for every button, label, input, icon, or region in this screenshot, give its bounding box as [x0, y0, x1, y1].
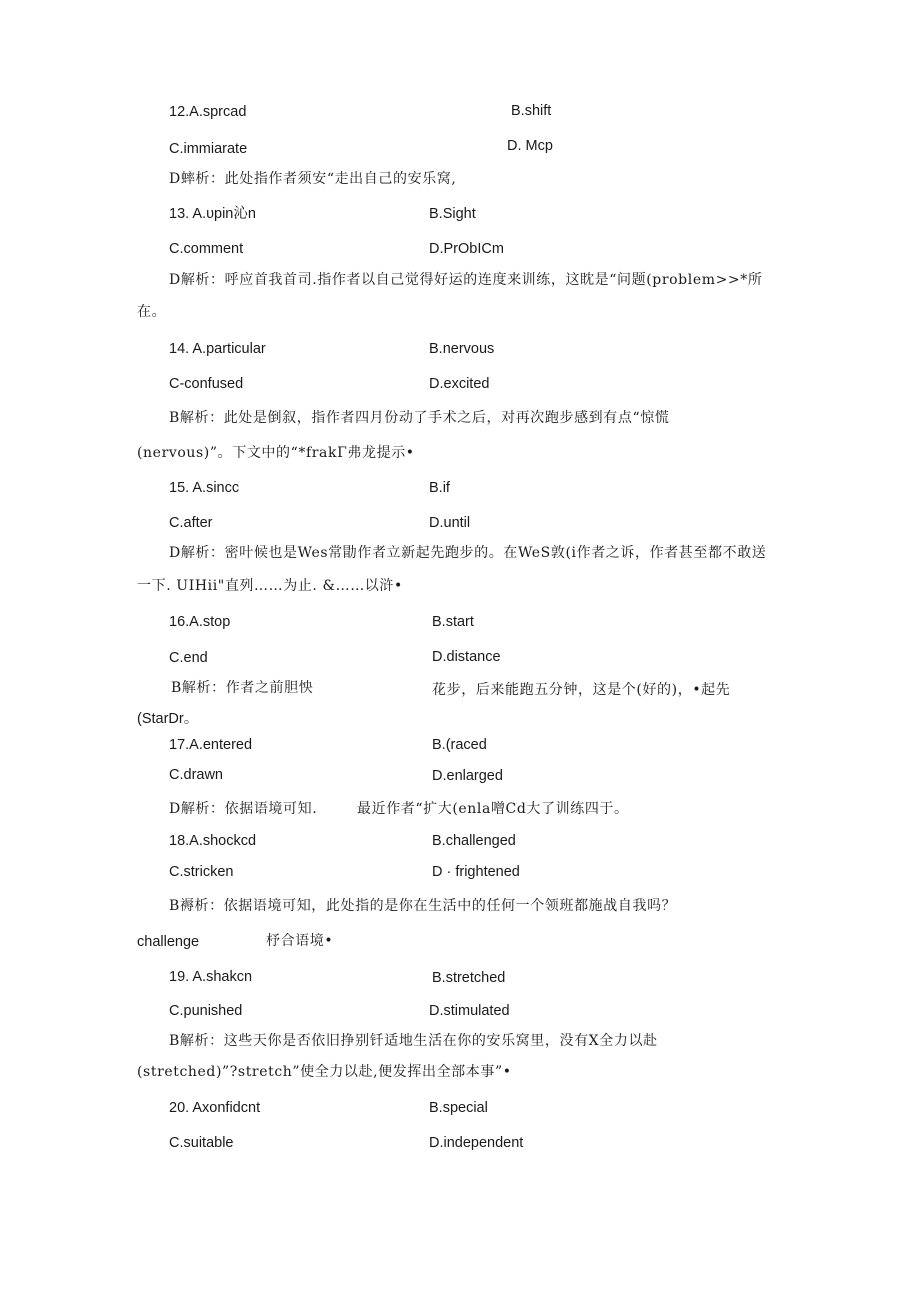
option-16d: D.distance	[432, 649, 501, 665]
option-17b: B.(raced	[432, 737, 487, 753]
option-15d: D.until	[429, 515, 471, 531]
option-12a: 12.A.sprcad	[169, 104, 247, 120]
analysis-13-line2: 在。	[137, 304, 167, 320]
option-16c: C.end	[169, 650, 208, 666]
option-14a: 14. A.particular	[169, 341, 266, 357]
option-19b: B.stretched	[432, 970, 506, 986]
option-20d: D.independent	[429, 1135, 524, 1151]
option-13b: B.Sight	[429, 206, 476, 222]
option-18b: B.challenged	[432, 833, 516, 849]
option-12b: B.shift	[511, 103, 552, 119]
analysis-16-line1b: 花步，后来能跑五分钟，这是个(好的)，•起先	[432, 682, 731, 698]
option-20b: B.special	[429, 1100, 488, 1116]
option-14c: C-confused	[169, 376, 244, 392]
analysis-12-line1: D蟀析：此处指作者须安“走出自己的安乐窝,	[169, 171, 457, 187]
option-18c: C.stricken	[169, 864, 234, 880]
option-16b: B.start	[432, 614, 474, 630]
option-20c: C.suitable	[169, 1135, 234, 1151]
option-13d: D.PrObICm	[429, 241, 504, 257]
analysis-13-line1: D解析：呼应首我首司.指作者以自己觉得好运的连度来训练，这眈是“问题(problem>>*所	[169, 272, 763, 288]
option-18d: D · frightened	[432, 864, 520, 880]
option-14b: B.nervous	[429, 341, 495, 357]
option-18a: 18.A.shockcd	[169, 833, 257, 849]
option-12d: D. Mcp	[507, 138, 553, 154]
analysis-18-line2b: 杼合语境•	[266, 933, 334, 949]
option-16a: 16.A.stop	[169, 614, 231, 630]
option-15b: B.if	[429, 480, 450, 496]
option-19c: C.punished	[169, 1003, 243, 1019]
analysis-16-line1a: B解析：作者之前胆怏	[171, 680, 314, 696]
analysis-17-line1a: D解析：依据语境可知.	[169, 801, 318, 817]
option-15a: 15. A.sincc	[169, 480, 240, 496]
analysis-19-line1: B解析：这些天你是否依旧挣别钎适地生活在你的安乐窝里，没有X全力以赴	[169, 1033, 658, 1049]
analysis-19-line2: (stretched)”?stretch”使全力以赴,便发挥出全部本事”•	[137, 1064, 512, 1080]
analysis-14-line1: B解析：此处是倒叙，指作者四月份动了手术之后，对再次跑步感到有点“惊慌	[169, 410, 670, 426]
analysis-15-line1: D解析：密叶候也是Wes常勖作者立新起先跑步的。在WeS敦(i作者之诉，作者甚至都不敢送	[169, 545, 767, 561]
option-13c: C.comment	[169, 241, 244, 257]
analysis-18-line1: B褥析：依据语境可知，此处指的是你在生活中的任何一个领班都施战自我吗？	[169, 898, 677, 914]
option-17d: D.enlarged	[432, 768, 503, 784]
option-17c: C.drawn	[169, 767, 223, 783]
analysis-17-line1b: 最近作者“扩大(enla噌Cd大了训练四于。	[357, 801, 629, 817]
option-12c: C.immiarate	[169, 141, 248, 157]
analysis-15-line2: 一下. UIHii"直列……为止. &……以浒•	[137, 578, 403, 594]
option-19d: D.stimulated	[429, 1003, 510, 1019]
analysis-16-line2: (StarDr。	[137, 711, 199, 727]
option-19a: 19. A.shakcn	[169, 969, 253, 985]
option-17a: 17.A.entered	[169, 737, 253, 753]
option-20a: 20. Axonfidcnt	[169, 1100, 261, 1116]
analysis-14-line2: (nervous)”。下文中的“*frakΓ弗龙提示•	[137, 445, 415, 461]
option-13a: 13. A.υpin沁n	[169, 206, 256, 222]
option-14d: D.excited	[429, 376, 490, 392]
analysis-18-line2a: challenge	[137, 934, 200, 950]
option-15c: C.after	[169, 515, 213, 531]
